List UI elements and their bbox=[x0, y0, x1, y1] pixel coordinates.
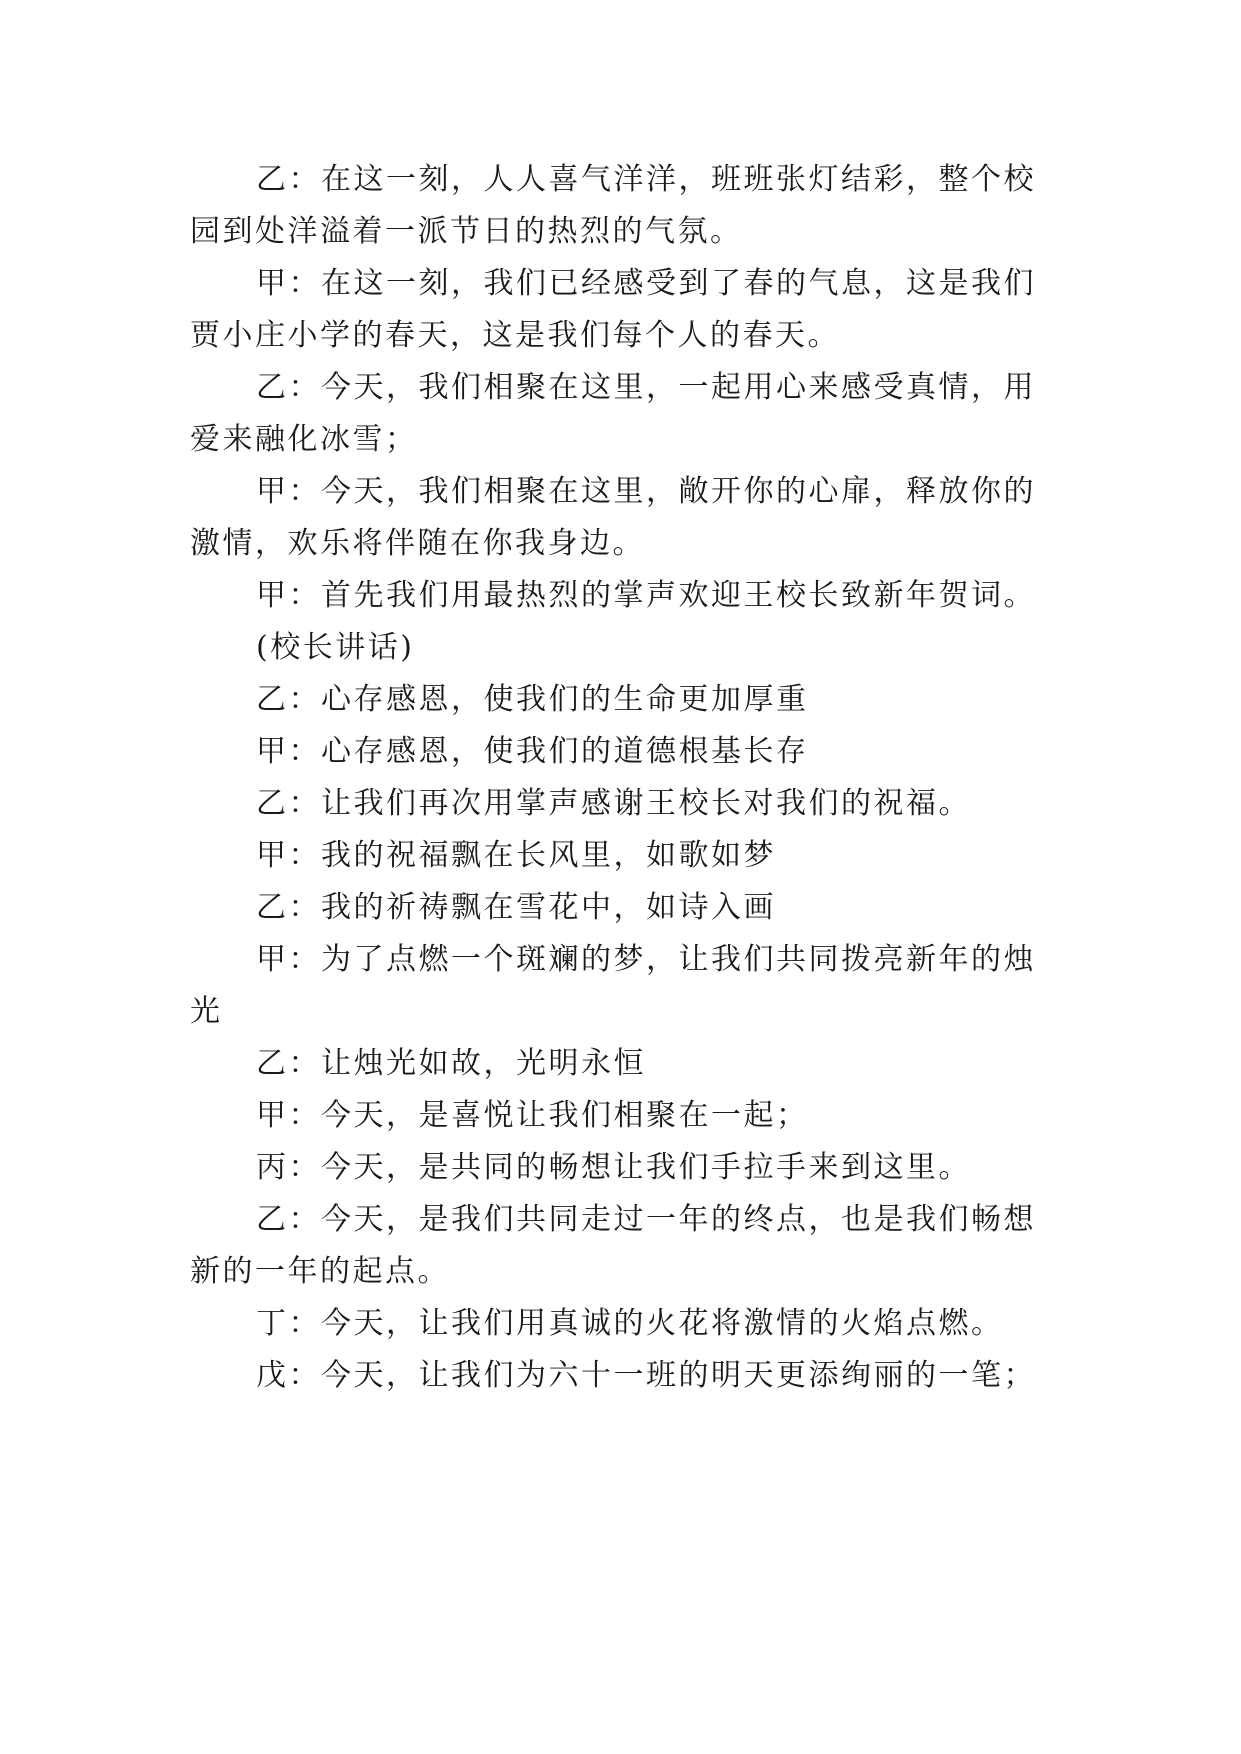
dialogue-line: 丙：今天，是共同的畅想让我们手拉手来到这里。 bbox=[256, 1150, 971, 1185]
dialogue-line: 甲：今天，我们相聚在这里，敞开你的心扉，释放你的 bbox=[256, 474, 1036, 509]
dialogue-line: 乙：我的祈祷飘在雪花中，如诗入画 bbox=[256, 890, 776, 925]
dialogue-line: 乙：心存感恩，使我们的生命更加厚重 bbox=[256, 682, 809, 717]
dialogue-line-continuation: 贾小庄小学的春天，这是我们每个人的春天。 bbox=[190, 318, 840, 353]
dialogue-line-continuation: 爱来融化冰雪； bbox=[190, 422, 418, 457]
dialogue-line: 戊：今天，让我们为六十一班的明天更添绚丽的一笔； bbox=[256, 1358, 1036, 1393]
dialogue-line: 乙：今天，我们相聚在这里，一起用心来感受真情，用 bbox=[256, 370, 1036, 405]
dialogue-line: 丁：今天，让我们用真诚的火花将激情的火焰点燃。 bbox=[256, 1306, 1004, 1341]
dialogue-line: 甲：首先我们用最热烈的掌声欢迎王校长致新年贺词。 bbox=[256, 578, 1036, 613]
dialogue-line: 乙：今天，是我们共同走过一年的终点，也是我们畅想 bbox=[256, 1202, 1036, 1237]
dialogue-line: 乙：让烛光如故，光明永恒 bbox=[256, 1046, 646, 1081]
dialogue-line: 甲：心存感恩，使我们的道德根基长存 bbox=[256, 734, 809, 769]
dialogue-line-continuation: 激情，欢乐将伴随在你我身边。 bbox=[190, 526, 645, 561]
dialogue-line-continuation: 光 bbox=[190, 994, 223, 1029]
dialogue-line: 甲：今天，是喜悦让我们相聚在一起； bbox=[256, 1098, 809, 1133]
dialogue-line: 乙：在这一刻，人人喜气洋洋，班班张灯结彩，整个校 bbox=[256, 162, 1036, 197]
dialogue-line-continuation: 新的一年的起点。 bbox=[190, 1254, 450, 1289]
stage-direction: (校长讲话) bbox=[256, 630, 415, 665]
dialogue-line: 甲：为了点燃一个斑斓的梦，让我们共同拨亮新年的烛 bbox=[256, 942, 1036, 977]
dialogue-line-continuation: 园到处洋溢着一派节日的热烈的气氛。 bbox=[190, 214, 743, 249]
dialogue-line: 甲：我的祝福飘在长风里，如歌如梦 bbox=[256, 838, 776, 873]
dialogue-line: 甲：在这一刻，我们已经感受到了春的气息，这是我们 bbox=[256, 266, 1036, 301]
dialogue-line: 乙：让我们再次用掌声感谢王校长对我们的祝福。 bbox=[256, 786, 971, 821]
